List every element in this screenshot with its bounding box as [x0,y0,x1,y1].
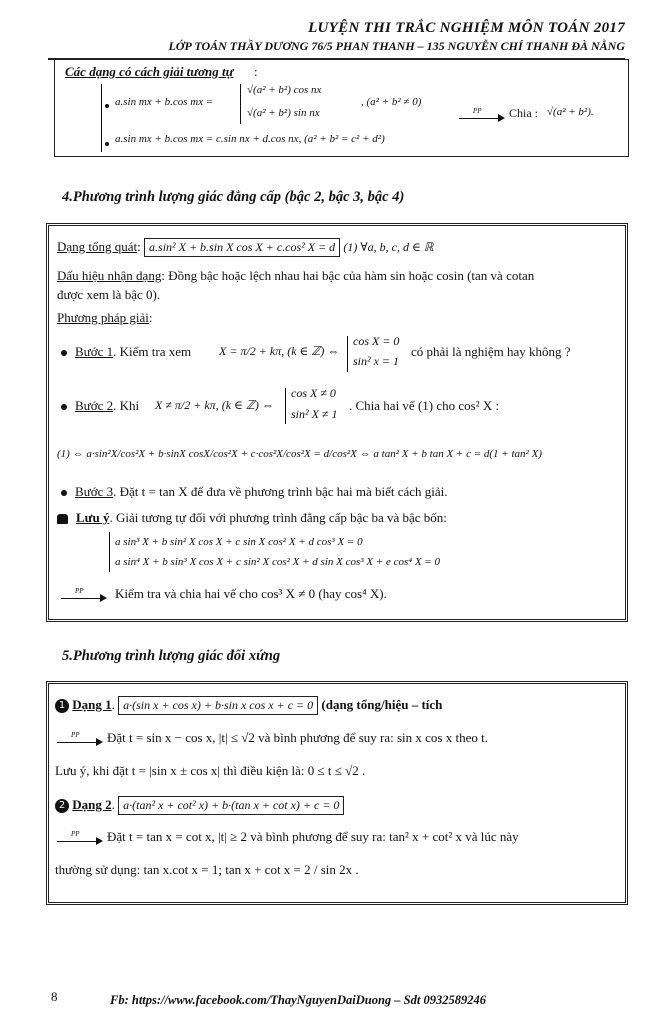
page-header-title: LUYỆN THI TRẮC NGHIỆM MÔN TOÁN 2017 [308,20,625,36]
dau-hieu-text-2: được xem là bậc 0). [57,287,161,302]
page-number: 8 [51,989,58,1004]
buoc1-system-2: sin² x = 1 [353,354,400,368]
dang1-formula: a·(sin x + cos x) + b·sin x cos x + c = 0 [118,696,318,715]
page-header-subtitle: LỚP TOÁN THẦY DƯƠNG 76/5 PHAN THANH – 135 NGUYỄN CHÍ THANH ĐÀ NẴNG [168,39,625,53]
phuong-phap-label: Phương pháp giải [57,310,149,325]
bullet-icon [61,490,67,496]
section4-title: 4.Phương trình lượng giác đẳng cấp (bậc 2, bậc 3, bậc 4) [62,189,405,205]
final-instruction: Kiểm tra và chia hai vế cho cos³ X ≠ 0 (hay cos⁴ X). [115,586,387,601]
dau-hieu-label: Dấu hiệu nhận dạng [57,268,162,283]
section5-title: 5.Phương trình lượng giác đối xứng [62,648,281,664]
dang1-note: Lưu ý, khi đặt t = |sin x ± cos x| thì điều kiện là: 0 ≤ t ≤ √2 . [55,763,366,778]
form1-condition: , (a² + b² ≠ 0) [361,96,422,108]
section4-box: Dạng tổng quát: a.sin² X + b.sin X cos X + c.cos² X = d (1) ∀a, b, c, d ∈ ℝ Dấu hiệu nhận dạng: Đồng bậc hoặc lệch nhau hai bậc của hàm sin hoặc cosin (tan và cotan được xem là bậc 0). Phương pháp giải: Bước 1. Kiểm tra xem X = π/2 + kπ, (k ∈ ℤ) ⇔ cos X = 0 sin² x = 1 có phải là nghiệm hay không ? Bước 2. Khi X ≠ π/2 + kπ, (k ∈ ℤ) ⇔ cos X ≠ 0 sin² X ≠ 1 . Chia hai vế (1) cho cos² X : (1) ⇔ a·sin²X/cos²X + b·sinX cosX/cos²X + c·cos²X/cos²X = d/cos²X ⇔ a tan² X + b tan X + c = d(1 + tan² X) Bước 3. Đặt t = tan X để đưa về phương trình bậc hai mà biết cách giải. Lưu ý. Giải tương tự đối với phương trình đẳng cấp bậc ba và bậc bốn: a sin³ X + b sin² X cos X + c sin X cos² X + d cos³ X = 0 a sin⁴ X + b sin³ X cos X + c sin² X cos² X + d sin X cos³ X + e cos⁴ X = 0 PP Kiểm tra và chia hai vế cho cos³ X ≠ 0 (hay cos⁴ X). [46,223,628,622]
general-form-formula: a.sin² X + b.sin X cos X + c.cos² X = d [144,238,340,257]
form1-top: √(a² + b²) cos nx [247,84,322,96]
phone-icon [57,514,68,524]
quartic-equation: a sin⁴ X + b sin³ X cos X + c sin² X cos² X + d sin X cos³ X + e cos⁴ X = 0 [115,556,440,568]
footer-contact[interactable]: Fb: https://www.facebook.com/ThayNguyenDaiDuong – Sdt 0932589246 [110,993,486,1007]
pp-arrow: PP [459,108,505,126]
bullet-icon [61,404,67,410]
buoc2-tail: . Chia hai vế (1) cho cos² X : [349,398,500,413]
dang2-text: Đặt t = tan x = cot x, |t| ≥ 2 và bình phương để suy ra: tan² x + cot² x và lúc này [107,829,519,844]
dang2-formula: a·(tan² x + cot² x) + b·(tan x + cot x) + c = 0 [118,796,344,815]
buoc3-label: Bước 3 [75,484,114,499]
form1-lhs: a.sin mx + b.cos mx = [115,96,214,108]
dang1-tail: (dạng tổng/hiệu – tích [321,697,443,712]
cubic-equation: a sin³ X + b sin² X cos X + c sin X cos² X + d cos³ X = 0 [115,536,363,548]
luu-y-label: Lưu ý [76,510,110,525]
buoc1-tail: có phải là nghiệm hay không ? [411,344,571,359]
general-form-suffix: (1) ∀a, b, c, d ∈ ℝ [343,240,434,254]
dang-tong-quat-label: Dạng tổng quát [57,239,138,254]
buoc2-system-2: sin² X ≠ 1 [291,407,338,421]
number-1-icon: 1 [55,699,69,713]
dang2-text-2: thường sử dụng: tan x.cot x = 1; tan x + cot x = 2 / sin 2x . [55,862,359,877]
buoc2-label: Bước 2 [75,398,114,413]
section5-box: 1 Dạng 1. a·(sin x + cos x) + b·sin x cos x + c = 0 (dạng tổng/hiệu – tích PP Đặt t = sin x − cos x, |t| ≤ √2 và bình phương để suy ra: sin x cos x theo t. Lưu ý, khi đặt t = |sin x ± cos x| thì điều kiện là: 0 ≤ t ≤ √2 . 2 Dạng 2. a·(tan² x + cot² x) + b·(tan x + cot x) + c = 0 PP Đặt t = tan x = cot x, |t| ≥ 2 và bình phương để suy ra: tan² x + cot² x và lúc này thường sử dụng: tan x.cot x = 1; tan x + cot x = 2 / sin 2x . [46,681,628,905]
form2: a.sin mx + b.cos mx = c.sin nx + d.cos nx, (a² + b² = c² + d²) [115,133,385,145]
chia-label: Chia : [509,106,538,120]
form1-bottom: √(a² + b²) sin nx [247,107,320,119]
dang1-label: Dạng 1 [72,697,112,712]
similar-forms-box: Các dạng có cách giải tương tự : a.sin mx + b.cos mx = √(a² + b²) cos nx √(a² + b²) sin nx , (a² + b² ≠ 0) a.sin mx + b.cos mx = c.sin nx + d.cos nx, (a² + b² = c² + d²) PP Chia : √(a² + b²). [54,59,629,157]
bullet-icon [61,350,67,356]
buoc2-division-line: (1) ⇔ a·sin²X/cos²X + b·sinX cosX/cos²X + c·cos²X/cos²X = d/cos²X ⇔ a tan² X + b tan X + c = d(1 + tan² X) [57,448,542,460]
pp-arrow: PP [57,831,103,849]
number-2-icon: 2 [55,799,69,813]
buoc2-expression: X ≠ π/2 + kπ, (k ∈ ℤ) ⇔ [155,398,274,412]
buoc1-expression: X = π/2 + kπ, (k ∈ ℤ) ⇔ [219,344,340,358]
buoc1-system-1: cos X = 0 [353,334,400,348]
dau-hieu-text: : Đồng bậc hoặc lệch nhau hai bậc của hàm sin hoặc cosin (tan và cotan [161,268,535,283]
similar-forms-heading: Các dạng có cách giải tương tự [65,64,234,79]
pp-arrow: PP [57,732,103,750]
buoc1-label: Bước 1 [75,344,114,359]
dang1-text: Đặt t = sin x − cos x, |t| ≤ √2 và bình phương để suy ra: sin x cos x theo t. [107,730,488,745]
chia-expression: √(a² + b²). [547,106,594,118]
pp-arrow: PP [61,588,107,606]
dang2-label: Dạng 2 [72,797,112,812]
buoc2-system-1: cos X ≠ 0 [291,386,336,400]
system-brace [101,84,102,152]
